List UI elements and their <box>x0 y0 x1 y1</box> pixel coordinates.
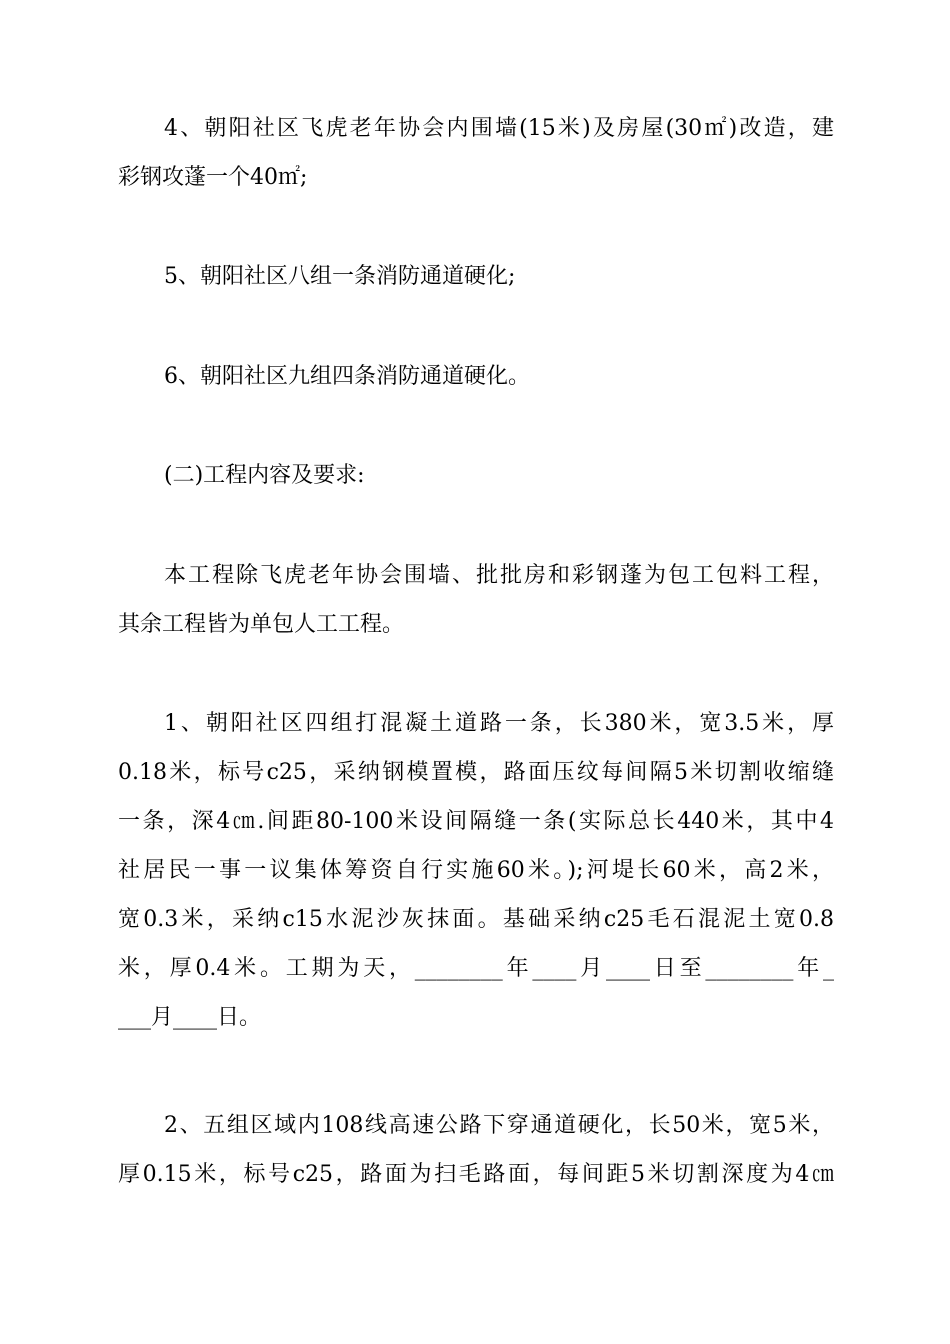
text-line: 0.18米，标号c25，采纳钢模置模，路面压纹每间隔5米切割收缩缝 <box>118 760 834 785</box>
text-line: 社居民一事一议集体筹资自行实施60米。);河堤长60米，高2米， <box>118 858 834 883</box>
paragraph-item-1 <box>118 699 834 1042</box>
text-line: 一条，深4㎝.间距80-100米设间隔缝一条(实际总长440米，其中4 <box>118 809 834 834</box>
text-line: 厚0.15米，标号c25，路面为扫毛路面，每间距5米切割深度为4㎝ <box>118 1162 834 1187</box>
text-line: 其余工程皆为单包人工工程。 <box>118 612 405 637</box>
text-line: 6、朝阳社区九组四条消防通道硬化。 <box>164 364 530 389</box>
paragraph-item-6 <box>118 352 834 401</box>
paragraph-intro <box>118 551 834 649</box>
text-line: 1、朝阳社区四组打混凝土道路一条，长380米，宽3.5米，厚 <box>164 711 834 736</box>
paragraph-item-2 <box>118 1101 834 1199</box>
paragraph-item-4 <box>118 104 834 202</box>
text-line: 米，厚0.4米。工期为天，________年____月____日至________年_ <box>118 956 834 981</box>
text-line: 2、五组区域内108线高速公路下穿通道硬化，长50米，宽5米， <box>164 1113 834 1138</box>
text-line: 本工程除飞虎老年协会围墙、批批房和彩钢蓬为包工包料工程， <box>164 563 834 588</box>
text-line: (二)工程内容及要求: <box>164 463 365 488</box>
text-line: 4、朝阳社区飞虎老年协会内围墙(15米)及房屋(30㎡)改造，建 <box>164 116 834 141</box>
text-line: ___月____日。 <box>118 1005 262 1030</box>
paragraph-item-5 <box>118 252 834 301</box>
text-line: 宽0.3米，采纳c15水泥沙灰抹面。基础采纳c25毛石混泥土宽0.8 <box>118 907 834 932</box>
text-line: 5、朝阳社区八组一条消防通道硬化; <box>164 264 516 289</box>
section-heading <box>118 451 834 500</box>
text-line: 彩钢攻蓬一个40㎡; <box>118 165 308 190</box>
